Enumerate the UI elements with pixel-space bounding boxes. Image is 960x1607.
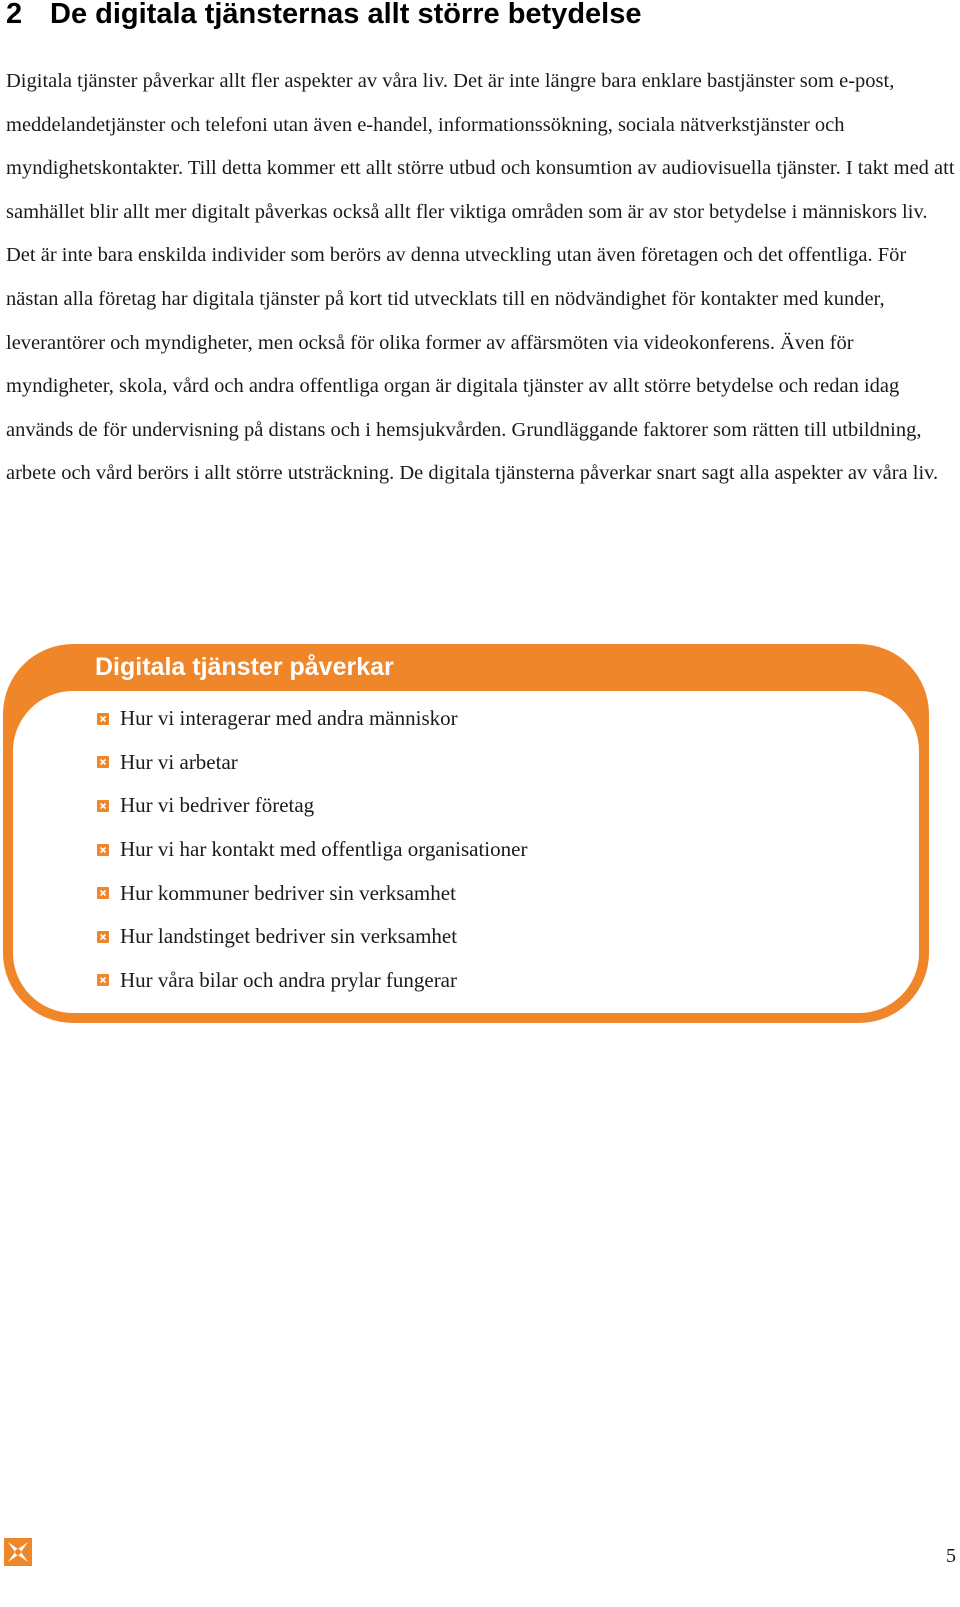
callout-box: [3, 644, 929, 1023]
section-title: De digitala tjänsternas allt större betydelse: [50, 0, 642, 30]
list-item-label: Hur vi arbetar: [120, 749, 238, 774]
list-item: [97, 828, 527, 872]
list-item: [97, 871, 527, 915]
callout-list: [97, 697, 527, 1002]
list-item-label: Hur kommuner bedriver sin verksamhet: [120, 880, 456, 905]
orange-x-square-icon: [97, 974, 109, 986]
orange-x-square-icon: [97, 713, 109, 725]
list-item: [97, 784, 527, 828]
callout-title: Digitala tjänster påverkar: [95, 653, 394, 681]
list-item: [97, 697, 527, 741]
orange-x-square-icon: [97, 887, 109, 899]
page-number: 5: [946, 1545, 956, 1567]
list-item-label: Hur vi bedriver företag: [120, 793, 315, 818]
orange-x-square-icon: [97, 844, 109, 856]
orange-x-square-icon: [97, 931, 109, 943]
orange-star-logo-icon: [4, 1538, 32, 1566]
list-item-label: Hur våra bilar och andra prylar fungerar: [120, 967, 457, 992]
section-heading: [6, 0, 641, 34]
list-item-label: Hur vi har kontakt med offentliga organisationer: [120, 837, 528, 862]
section-number: 2: [6, 0, 23, 30]
body-paragraph: Digitala tjänster påverkar allt fler aspekter av våra liv. Det är inte längre bara enklare bastjänster som e-post, meddelandetjänster och telefoni utan även e-handel, informationssökning, sociala nätverkstjänster och myndighetskontakter. Till detta kommer ett allt större utbud och konsumtion av audiovisuella tjänster. I takt med att samhället blir allt mer digitalt påverkas också allt fler viktiga områden som är av stor betydelse i människors liv. Det är inte bara enskilda individer som berörs av denna utveckling utan även företagen och det offentliga. För nästan alla företag har digitala tjänster på kort tid utvecklats till en nödvändighet för kontakter med kunder, leverantörer och myndigheter, men också för olika former av affärsmöten via videokonferens. Även för myndigheter, skola, vård och andra offentliga organ är digitala tjänster av allt större betydelse och redan idag används de för undervisning på distans och i hemsjukvården. Grundläggande faktorer som rätten till utbildning, arbete och vård berörs i allt större utsträckning. De digitala tjänsterna påverkar snart sagt alla aspekter av våra liv.: [6, 70, 955, 485]
list-item-label: Hur vi interagerar med andra människor: [120, 706, 458, 731]
orange-x-square-icon: [97, 756, 109, 768]
list-item: [97, 741, 527, 785]
list-item-label: Hur landstinget bedriver sin verksamhet: [120, 924, 458, 949]
list-item: [97, 959, 527, 1003]
orange-x-square-icon: [97, 800, 109, 812]
list-item: [97, 915, 527, 959]
